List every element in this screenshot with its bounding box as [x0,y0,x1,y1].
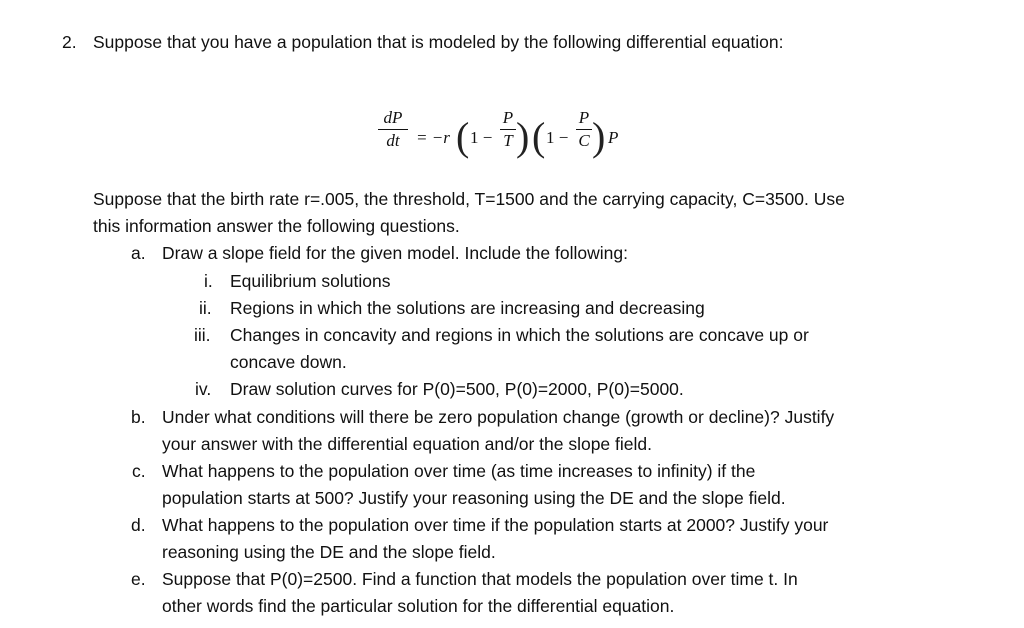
part-a-text: Draw a slope field for the given model. Include the following: [162,243,628,263]
sub-ii-text: Regions in which the solutions are increasing and decreasing [230,298,705,318]
part-e-text-1: Suppose that P(0)=2500. Find a function that models the population over time t. In [162,569,798,589]
dp-dt-fraction [378,108,408,151]
part-d-label: d. [131,515,146,535]
frac2-denominator: C [578,131,590,150]
sub-i-text: Equilibrium solutions [230,271,391,291]
part-d-text-2: reasoning using the DE and the slope field. [162,542,496,562]
one-minus-a: 1 − [470,128,493,147]
sub-iii-text-1: Changes in concavity and regions in which the solutions are concave up or [230,325,809,345]
p-over-t-fraction [500,108,516,151]
sub-iii-text-2: concave down. [230,352,347,372]
sub-iv-label: iv. [195,379,212,399]
sub-ii-label: ii. [199,298,212,318]
lhs-denominator: dt [386,131,400,150]
part-c-text-2: population starts at 500? Justify your reasoning using the DE and the slope field. [162,488,786,508]
sub-iv-text: Draw solution curves for P(0)=500, P(0)=2000, P(0)=5000. [230,379,684,399]
equation-tail: P [608,128,619,147]
sub-iii-label: iii. [194,325,211,345]
part-b-text-1: Under what conditions will there be zero population change (growth or decline)? Justify [162,407,835,427]
given-line-1: Suppose that the birth rate r=.005, the threshold, T=1500 and the carrying capacity, C=3500. Use [93,189,845,209]
frac1-denominator: T [503,131,513,150]
problem-intro: Suppose that you have a population that is modeled by the following differential equation: [93,32,784,52]
part-b-text-2: your answer with the differential equation and/or the slope field. [162,434,652,454]
part-d-text-1: What happens to the population over time if the population starts at 2000? Justify your [162,515,829,535]
frac1-numerator: P [502,108,514,127]
lhs-numerator: dP [383,108,403,127]
given-line-2: this information answer the following questions. [93,216,460,236]
differential-equation: dP dt = −r ( 1 − P T ) ( 1 − P C ) P [372,104,652,174]
part-c-text-1: What happens to the population over time (as time increases to infinity) if the [162,461,756,481]
p-over-c-fraction [576,108,592,151]
problem-number: 2. [62,32,77,52]
part-e-text-2: other words find the particular solution for the differential equation. [162,596,675,616]
part-e-label: e. [131,569,146,589]
sub-i-label: i. [204,271,213,291]
equals-neg-r: = −r [416,128,450,147]
frac2-numerator: P [578,108,590,127]
part-b-label: b. [131,407,146,427]
part-a-label: a. [131,243,146,263]
one-minus-b: 1 − [546,128,569,147]
part-c-label: c. [132,461,146,481]
